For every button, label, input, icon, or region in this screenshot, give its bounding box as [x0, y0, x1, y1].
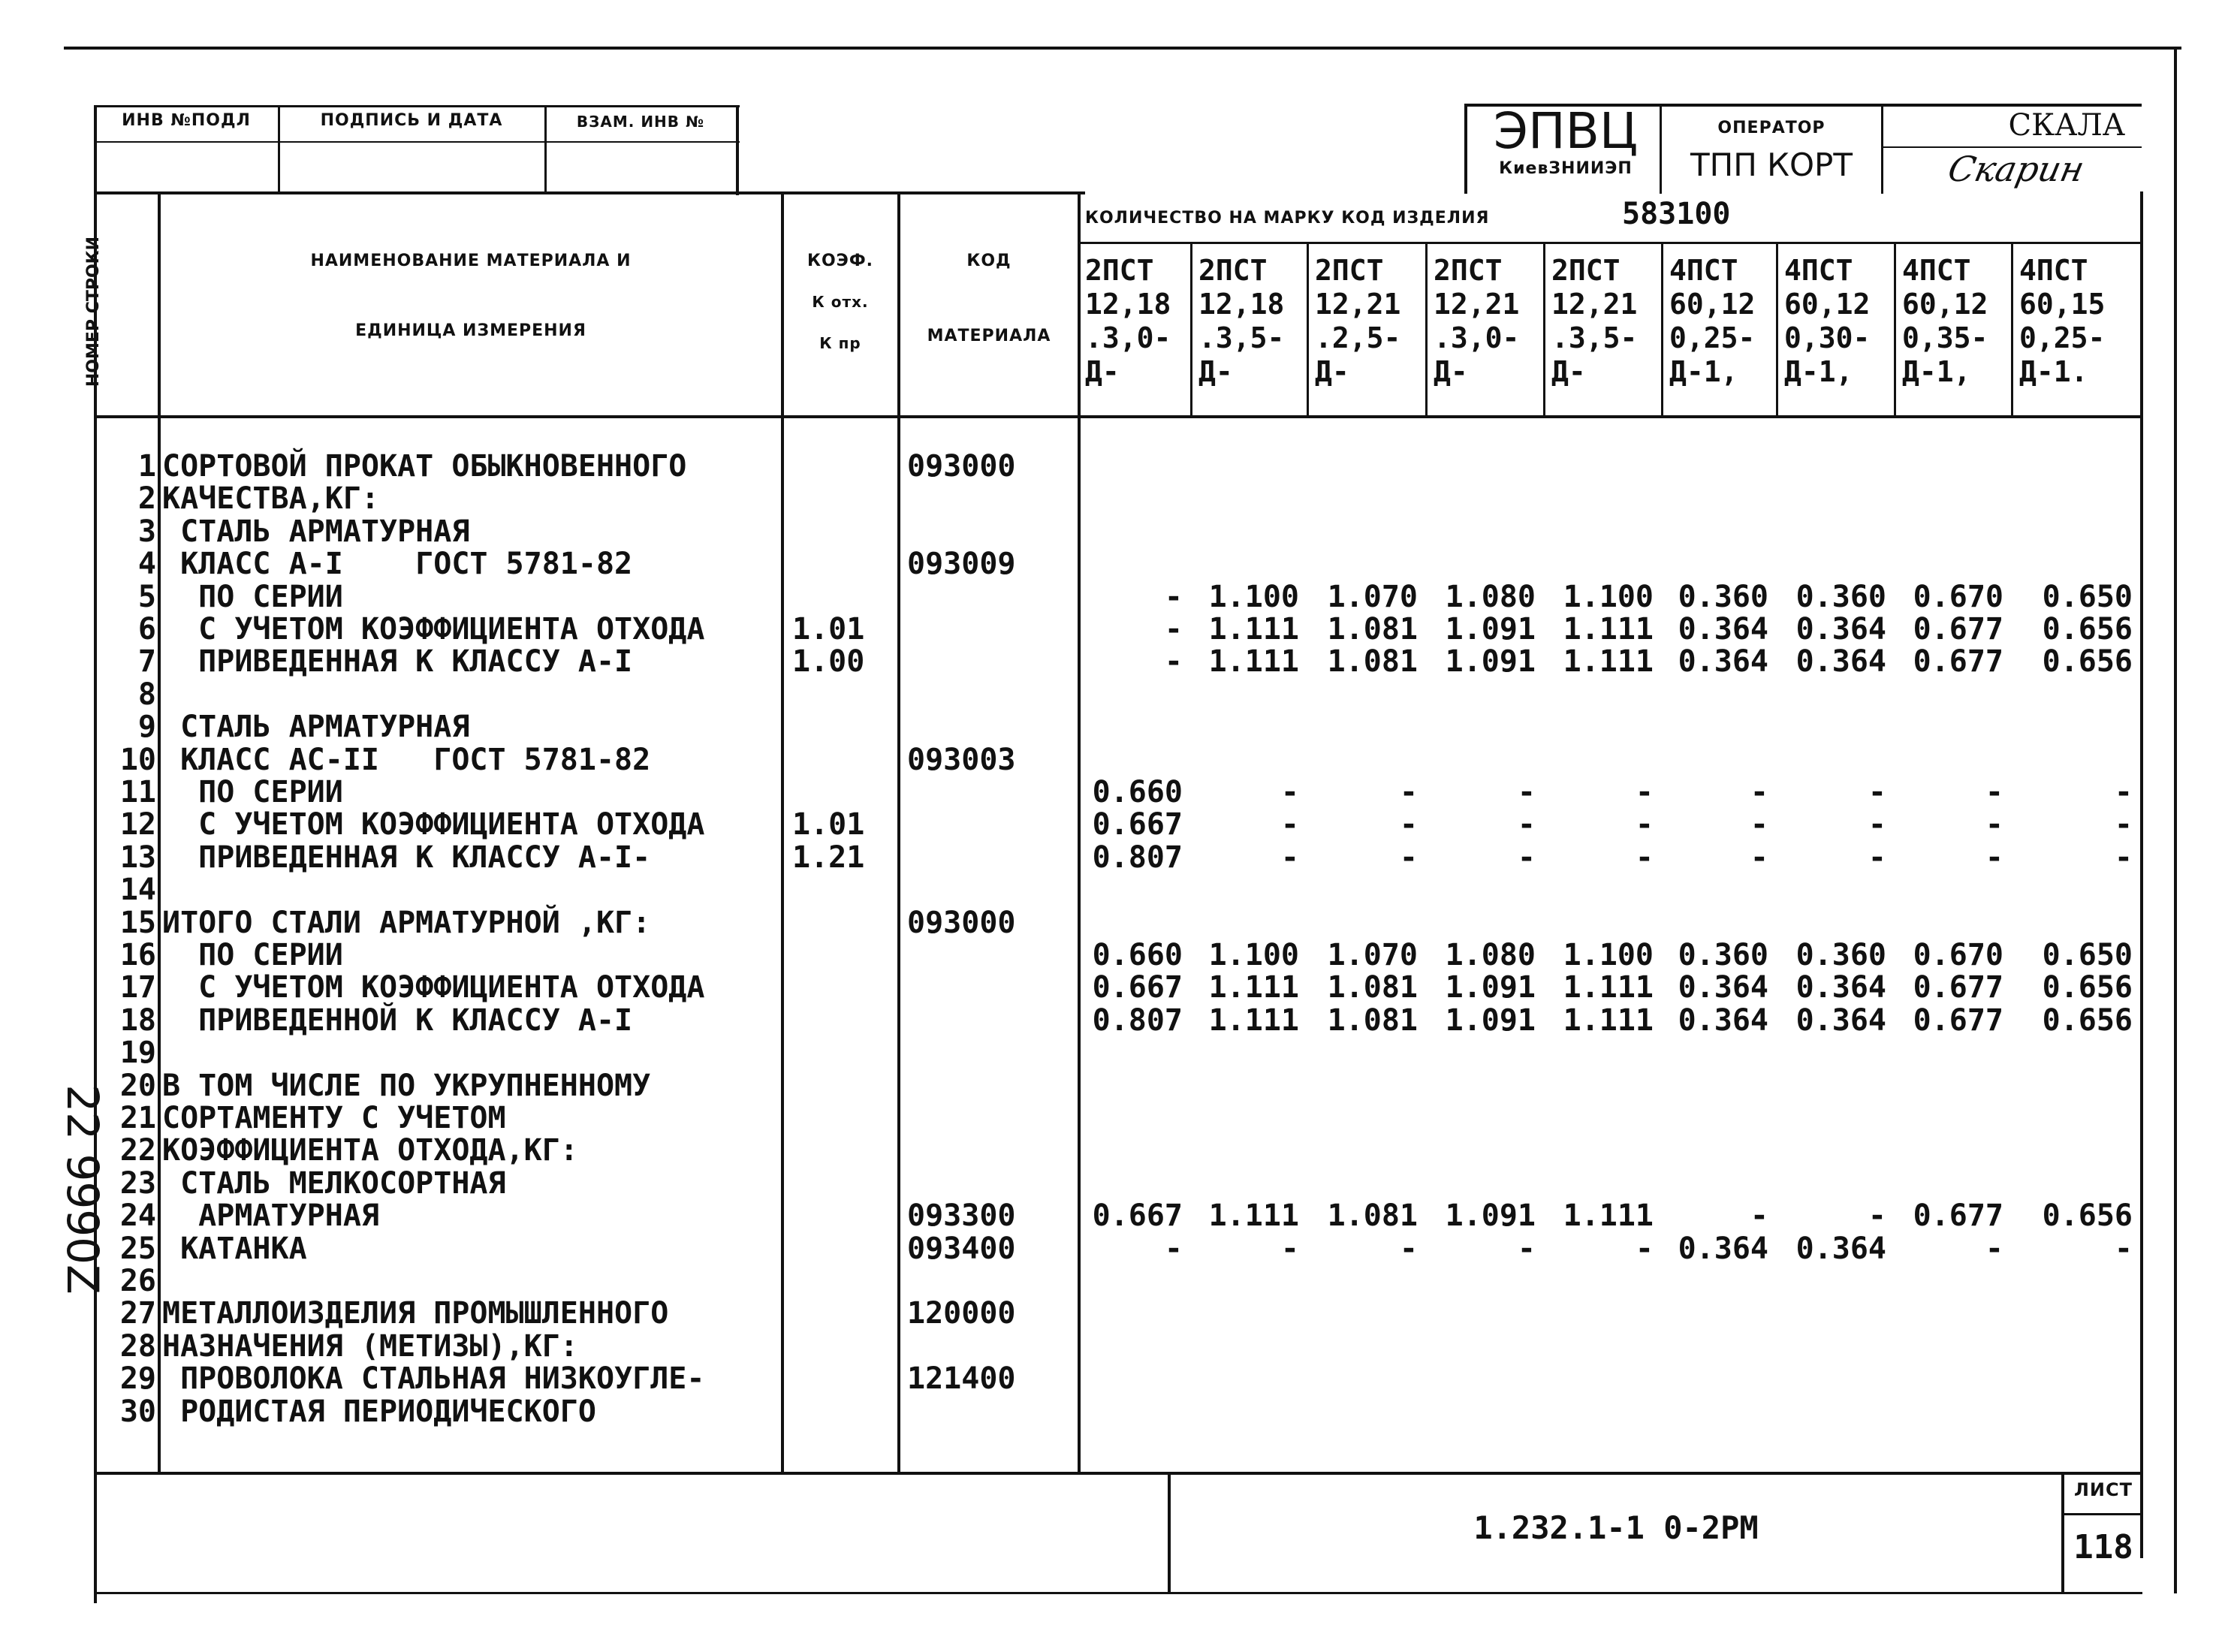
quantity-value: 0.650	[2042, 938, 2133, 972]
quantity-value: 0.364	[1795, 1231, 1886, 1266]
material-code: 093300	[907, 1198, 1016, 1234]
signature: Скарин	[1944, 149, 2088, 189]
qty-label-bottom	[1078, 242, 2142, 244]
product-header-9: 4ПСТ 60,15 0,25- Д-1.	[2019, 254, 2106, 388]
quantity-value: -	[1985, 807, 2003, 843]
quantity-value: 1.111	[1563, 644, 1654, 680]
quantity-value: 1.100	[1208, 579, 1299, 614]
quantity-value: 0.360	[1678, 579, 1768, 614]
table-right-line	[2140, 191, 2143, 1558]
qty-label: КОЛИЧЕСТВО НА МАРКУ КОД ИЗДЕЛИЯ	[1085, 209, 1490, 228]
quantity-value: -	[1635, 807, 1654, 843]
quantity-value: -	[1164, 1231, 1183, 1266]
col-sep-coef	[897, 191, 900, 1474]
quantity-value: 0.364	[1795, 644, 1886, 680]
row-number: 24	[119, 1198, 156, 1234]
product-header-3: 2ПСТ 12,21 .2,5- Д-	[1315, 254, 1401, 388]
quantity-value: 0.364	[1678, 612, 1768, 647]
row-number: 6	[137, 612, 156, 647]
material-code: 121400	[907, 1361, 1016, 1397]
right-border-line	[2174, 47, 2177, 1593]
material-name: ПРИВЕДЕННОЙ К КЛАССУ А-I	[162, 1002, 633, 1038]
quantity-value: 0.807	[1092, 1002, 1183, 1038]
stamp-podpis-data: ПОДПИСЬ И ДАТА	[320, 111, 503, 130]
coef-value: 1.00	[792, 644, 865, 680]
quantity-value: 1.070	[1327, 938, 1418, 972]
material-name: АРМАТУРНАЯ	[162, 1198, 379, 1234]
row-number: 13	[119, 840, 156, 875]
quantity-value: -	[1868, 1198, 1886, 1234]
quantity-value: 1.111	[1208, 1002, 1299, 1038]
quantity-value: -	[1399, 775, 1418, 809]
material-code: 093000	[907, 449, 1016, 484]
quantity-value: 0.656	[2042, 970, 2133, 1005]
margin-note: 22 9990Z	[57, 1084, 108, 1295]
coef-value: 1.21	[792, 840, 865, 875]
quantity-value: -	[2114, 1231, 2133, 1266]
material-name-header-1: НАИМЕНОВАНИЕ МАТЕРИАЛА И	[310, 252, 632, 270]
quantity-value: 1.081	[1327, 612, 1418, 647]
coef-header-3: К пр	[819, 334, 861, 352]
row-number: 27	[119, 1296, 156, 1331]
prod-sep-8	[2011, 242, 2013, 418]
quantity-value: 0.660	[1092, 775, 1183, 809]
row-number: 22	[119, 1133, 156, 1168]
prod-sep-4	[1543, 242, 1545, 418]
coef-header-2: К отх.	[812, 293, 869, 311]
row-number: 18	[119, 1002, 156, 1038]
product-header-6: 4ПСТ 60,12 0,25- Д-1,	[1669, 254, 1756, 388]
quantity-value: -	[1280, 1231, 1299, 1266]
material-name: ПО СЕРИИ	[162, 579, 343, 614]
quantity-value: -	[2114, 807, 2133, 843]
row-number: 29	[119, 1361, 156, 1397]
prod-sep-7	[1894, 242, 1896, 418]
quantity-value: 0.667	[1092, 1198, 1183, 1234]
material-name: СОРТОВОЙ ПРОКАТ ОБЫКНОВЕННОГО	[162, 449, 687, 484]
quantity-value: 1.080	[1445, 938, 1536, 972]
product-header-7: 4ПСТ 60,12 0,30- Д-1,	[1784, 254, 1871, 388]
quantity-value: -	[1280, 840, 1299, 875]
table-top-line	[94, 191, 1085, 194]
material-name: С УЧЕТОМ КОЭФФИЦИЕНТА ОТХОДА	[162, 807, 705, 843]
quantity-value: 0.677	[1913, 644, 2003, 680]
quantity-value: 1.111	[1208, 644, 1299, 680]
product-header-5: 2ПСТ 12,21 .3,5- Д-	[1551, 254, 1638, 388]
row-number: 10	[119, 742, 156, 777]
quantity-value: 1.111	[1208, 1198, 1299, 1234]
quantity-value: 1.100	[1208, 938, 1299, 972]
quantity-value: 0.360	[1678, 938, 1768, 972]
quantity-value: -	[1517, 807, 1536, 843]
quantity-value: -	[1868, 840, 1886, 875]
material-name: РОДИСТАЯ ПЕРИОДИЧЕСКОГО	[162, 1394, 596, 1429]
row-number: 20	[119, 1068, 156, 1103]
sheet-label-bottom	[2061, 1513, 2142, 1515]
quantity-value: 1.091	[1445, 1198, 1536, 1234]
sheet-number: 118	[2073, 1528, 2133, 1566]
material-name: ПРОВОЛОКА СТАЛЬНАЯ НИЗКОУГЛЕ-	[162, 1361, 705, 1397]
quantity-value: 1.081	[1327, 644, 1418, 680]
quantity-value: 0.360	[1795, 579, 1886, 614]
product-code: 583100	[1622, 197, 1731, 231]
document-code: 1.232.1-1 0-2РМ	[1473, 1509, 1759, 1546]
quantity-value: 0.677	[1913, 612, 2003, 647]
material-code: 093009	[907, 547, 1016, 582]
material-name: СОРТАМЕНТУ С УЧЕТОМ	[162, 1101, 506, 1135]
quantity-value: -	[1985, 1231, 2003, 1266]
quantity-value: -	[2114, 775, 2133, 809]
org-box-v2	[1881, 104, 1883, 194]
material-name: НАЗНАЧЕНИЯ (МЕТИЗЫ),КГ:	[162, 1328, 578, 1364]
quantity-value: -	[1750, 840, 1768, 875]
footer-bottom-line	[94, 1592, 2142, 1594]
quantity-value: 0.660	[1092, 938, 1183, 972]
material-code: 093400	[907, 1231, 1016, 1266]
stamp-box-mid	[94, 141, 740, 143]
material-name: С УЧЕТОМ КОЭФФИЦИЕНТА ОТХОДА	[162, 612, 705, 647]
quantity-value: 0.677	[1913, 1198, 2003, 1234]
product-header-1: 2ПСТ 12,18 .3,0- Д-	[1085, 254, 1171, 388]
quantity-value: 1.081	[1327, 970, 1418, 1005]
stamp-inv-podl: ИНВ №ПОДЛ	[122, 111, 251, 130]
quantity-value: 1.091	[1445, 612, 1536, 647]
product-header-8: 4ПСТ 60,12 0,35- Д-1,	[1902, 254, 1988, 388]
row-number: 14	[119, 873, 156, 908]
quantity-value: 0.650	[2042, 579, 2133, 614]
row-number: 5	[137, 579, 156, 614]
row-number: 4	[137, 547, 156, 582]
material-code: 093000	[907, 905, 1016, 940]
material-name: ПО СЕРИИ	[162, 938, 343, 972]
quantity-value: -	[1635, 1231, 1654, 1266]
quantity-value: 1.081	[1327, 1198, 1418, 1234]
top-border-line	[64, 47, 2181, 50]
material-name: С УЧЕТОМ КОЭФФИЦИЕНТА ОТХОДА	[162, 970, 705, 1005]
quantity-value: 0.656	[2042, 1198, 2133, 1234]
org-box-left	[1464, 104, 1467, 194]
prod-sep-5	[1661, 242, 1663, 418]
quantity-value: 0.670	[1913, 938, 2003, 972]
quantity-value: -	[1517, 840, 1536, 875]
quantity-value: 1.111	[1563, 1002, 1654, 1038]
quantity-value: 1.100	[1563, 938, 1654, 972]
quantity-value: 1.111	[1208, 970, 1299, 1005]
quantity-value: -	[2114, 840, 2133, 875]
quantity-value: -	[1399, 807, 1418, 843]
quantity-value: -	[1635, 840, 1654, 875]
quantity-value: 1.070	[1327, 579, 1418, 614]
quantity-value: 0.364	[1795, 970, 1886, 1005]
stamp-box-top	[94, 105, 740, 107]
quantity-value: 1.080	[1445, 579, 1536, 614]
product-header-4: 2ПСТ 12,21 .3,0- Д-	[1434, 254, 1520, 388]
quantity-value: -	[1164, 644, 1183, 680]
material-name-header-2: ЕДИНИЦА ИЗМЕРЕНИЯ	[355, 321, 586, 340]
code-header-2: МАТЕРИАЛА	[927, 327, 1051, 345]
material-name: ПРИВЕДЕННАЯ К КЛАССУ А-I-	[162, 840, 651, 875]
quantity-value: 1.100	[1563, 579, 1654, 614]
material-code: 120000	[907, 1296, 1016, 1331]
quantity-value: 0.364	[1678, 970, 1768, 1005]
material-name: МЕТАЛЛОИЗДЕЛИЯ ПРОМЫШЛЕННОГО	[162, 1296, 669, 1331]
quantity-value: 0.656	[2042, 1002, 2133, 1038]
row-number: 28	[119, 1328, 156, 1364]
row-number: 9	[137, 710, 156, 745]
quantity-value: 0.807	[1092, 840, 1183, 875]
quantity-value: 0.677	[1913, 970, 2003, 1005]
material-name: ПРИВЕДЕННАЯ К КЛАССУ А-I	[162, 644, 633, 680]
quantity-value: -	[1164, 579, 1183, 614]
row-number: 3	[137, 514, 156, 549]
quantity-value: -	[1750, 1198, 1768, 1234]
quantity-value: 0.667	[1092, 807, 1183, 843]
material-name: КЛАСС АС-II ГОСТ 5781-82	[162, 742, 651, 777]
quantity-value: -	[1280, 807, 1299, 843]
body-bottom-line	[94, 1472, 2142, 1475]
prod-sep-3	[1425, 242, 1428, 418]
prod-sep-6	[1776, 242, 1778, 418]
quantity-value: 0.364	[1678, 1002, 1768, 1038]
row-number: 19	[119, 1036, 156, 1071]
quantity-value: 0.667	[1092, 970, 1183, 1005]
material-name: КОЭФФИЦИЕНТА ОТХОДА,КГ:	[162, 1133, 578, 1168]
row-number: 17	[119, 970, 156, 1005]
quantity-value: -	[1750, 775, 1768, 809]
quantity-value: -	[1517, 1231, 1536, 1266]
quantity-value: -	[1164, 612, 1183, 647]
quantity-value: 0.677	[1913, 1002, 2003, 1038]
system-name: СКАЛА	[2008, 108, 2125, 143]
quantity-value: 1.111	[1563, 612, 1654, 647]
row-number: 8	[137, 677, 156, 712]
quantity-value: 0.364	[1678, 644, 1768, 680]
row-number: 12	[119, 807, 156, 843]
quantity-value: 1.111	[1208, 612, 1299, 647]
quantity-value: -	[1399, 840, 1418, 875]
quantity-value: 0.364	[1678, 1231, 1768, 1266]
prod-sep-2	[1307, 242, 1309, 418]
coef-header-1: КОЭФ.	[806, 252, 873, 270]
quantity-value: 1.091	[1445, 1002, 1536, 1038]
quantity-value: -	[1868, 775, 1886, 809]
material-name: В ТОМ ЧИСЛЕ ПО УКРУПНЕННОМУ	[162, 1068, 651, 1103]
material-name: КАЧЕСТВА,КГ:	[162, 481, 379, 517]
material-code: 093003	[907, 742, 1016, 777]
quantity-value: 1.111	[1563, 970, 1654, 1005]
row-number: 15	[119, 905, 156, 940]
material-name: ИТОГО СТАЛИ АРМАТУРНОЙ ,КГ:	[162, 905, 651, 940]
quantity-value: 1.091	[1445, 970, 1536, 1005]
quantity-value: -	[1985, 775, 2003, 809]
quantity-value: 0.656	[2042, 612, 2133, 647]
coef-value: 1.01	[792, 807, 865, 843]
col-sep-rowno	[158, 191, 161, 1474]
row-number: 23	[119, 1165, 156, 1201]
material-name: КАТАНКА	[162, 1231, 307, 1266]
row-number: 26	[119, 1264, 156, 1298]
code-header-1: КОД	[966, 252, 1012, 270]
stamp-box-v3	[736, 105, 739, 195]
quantity-value: -	[1985, 840, 2003, 875]
row-number: 21	[119, 1101, 156, 1135]
quantity-value: 0.360	[1795, 938, 1886, 972]
quantity-value: -	[1868, 807, 1886, 843]
row-number: 1	[137, 449, 156, 484]
org-box-mid	[1881, 146, 2142, 148]
coef-value: 1.01	[792, 612, 865, 647]
row-number: 25	[119, 1231, 156, 1266]
row-number: 7	[137, 644, 156, 680]
material-name: СТАЛЬ АРМАТУРНАЯ	[162, 710, 470, 745]
prod-sep-1	[1190, 242, 1192, 418]
sheet-label: ЛИСТ	[2073, 1479, 2133, 1500]
row-number: 16	[119, 938, 156, 972]
product-header-2: 2ПСТ 12,18 .3,5- Д-	[1198, 254, 1285, 388]
material-name: ПО СЕРИИ	[162, 775, 343, 809]
quantity-value: -	[1280, 775, 1299, 809]
quantity-value: 0.670	[1913, 579, 2003, 614]
quantity-value: -	[1635, 775, 1654, 809]
org-name: ЭПВЦ	[1493, 102, 1639, 160]
quantity-value: 1.091	[1445, 644, 1536, 680]
header-bottom-line	[94, 415, 2142, 418]
org-sub: КиевЗНИИЭП	[1499, 159, 1633, 178]
quantity-value: 0.364	[1795, 612, 1886, 647]
quantity-value: -	[1750, 807, 1768, 843]
row-number: 30	[119, 1394, 156, 1429]
material-name: СТАЛЬ АРМАТУРНАЯ	[162, 514, 470, 549]
row-number: 11	[119, 775, 156, 809]
quantity-value: 1.111	[1563, 1198, 1654, 1234]
operator-value: ТПП КОРТ	[1690, 146, 1853, 183]
row-number: 2	[137, 481, 156, 517]
material-name: КЛАСС А-I ГОСТ 5781-82	[162, 547, 633, 582]
quantity-value: -	[1517, 775, 1536, 809]
col-sep-name	[781, 191, 784, 1474]
quantity-value: -	[1399, 1231, 1418, 1266]
quantity-value: 0.364	[1795, 1002, 1886, 1038]
stamp-vzam-inv: ВЗАМ. ИНВ №	[576, 113, 705, 131]
row-number-header: НОМЕР СТРОКИ	[84, 236, 103, 387]
operator-label: ОПЕРАТОР	[1717, 119, 1826, 137]
quantity-value: 0.656	[2042, 644, 2133, 680]
quantity-value: 1.081	[1327, 1002, 1418, 1038]
material-name: СТАЛЬ МЕЛКОСОРТНАЯ	[162, 1165, 506, 1201]
